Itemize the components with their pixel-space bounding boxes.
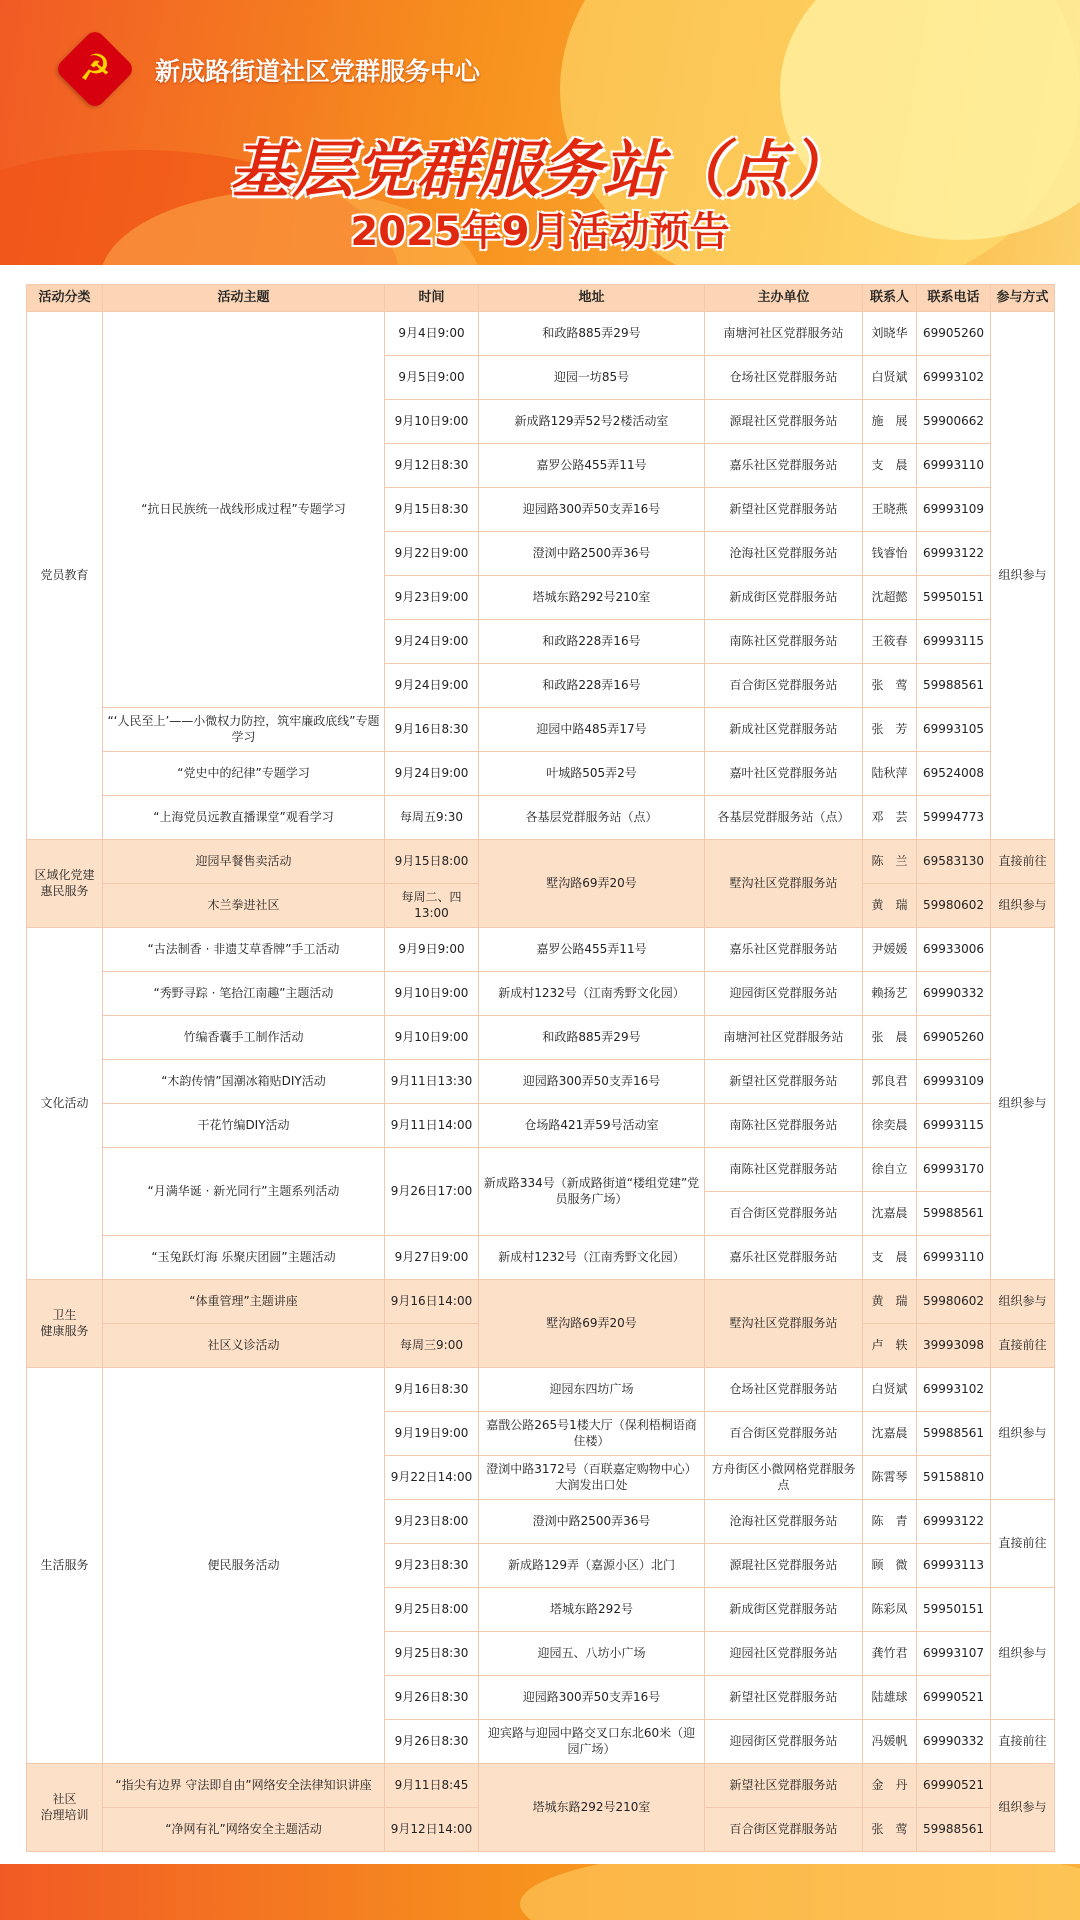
time-cell: 9月27日9:00 [385, 1236, 479, 1280]
table-row [27, 1280, 1055, 1324]
phone-cell: 59900662 [917, 400, 991, 444]
host-cell: 南塘河社区党群服务站 [705, 1016, 863, 1060]
theme-cell: “木韵传情”国潮冰箱贴DIY活动 [103, 1060, 385, 1104]
phone-cell: 59988561 [917, 1192, 991, 1236]
table-row [27, 1016, 1055, 1060]
time-cell: 9月24日9:00 [385, 664, 479, 708]
contact-cell: 王晓燕 [863, 488, 917, 532]
phone-cell: 69993110 [917, 1236, 991, 1280]
activity-schedule-table [26, 284, 1055, 1852]
phone-cell: 59994773 [917, 796, 991, 840]
table-row [27, 1368, 1055, 1412]
contact-cell: 沈嘉晨 [863, 1192, 917, 1236]
time-cell: 9月5日9:00 [385, 356, 479, 400]
time-cell: 9月23日8:30 [385, 1544, 479, 1588]
phone-cell: 69993102 [917, 1368, 991, 1412]
host-cell: 迎园社区党群服务站 [705, 1632, 863, 1676]
contact-cell: 龚竹君 [863, 1632, 917, 1676]
address-cell: 塔城东路292号210室 [479, 576, 705, 620]
phone-cell: 69993170 [917, 1148, 991, 1192]
time-cell: 9月10日9:00 [385, 1016, 479, 1060]
address-cell: 迎园路300弄50支弄16号 [479, 488, 705, 532]
contact-cell: 白贤斌 [863, 356, 917, 400]
table-row [27, 840, 1055, 884]
host-cell: 方舟街区小微网格党群服务点 [705, 1456, 863, 1500]
time-cell: 9月12日8:30 [385, 444, 479, 488]
time-cell: 9月11日14:00 [385, 1104, 479, 1148]
category-cell: 党员教育 [27, 312, 103, 840]
host-cell: 百合街区党群服务站 [705, 664, 863, 708]
address-cell: 澄浏中路2500弄36号 [479, 532, 705, 576]
table-row [27, 312, 1055, 356]
column-header: 主办单位 [705, 285, 863, 312]
time-cell: 9月25日8:00 [385, 1588, 479, 1632]
column-header: 活动主题 [103, 285, 385, 312]
mode-cell: 直接前往 [991, 1720, 1055, 1764]
column-header: 地址 [479, 285, 705, 312]
contact-cell: 陈 兰 [863, 840, 917, 884]
host-cell: 嘉乐社区党群服务站 [705, 1236, 863, 1280]
theme-cell: “上海党员远教直播课堂”观看学习 [103, 796, 385, 840]
category-cell: 社区 治理培训 [27, 1764, 103, 1852]
phone-cell: 69993107 [917, 1632, 991, 1676]
time-cell: 9月15日8:00 [385, 840, 479, 884]
phone-cell: 39993098 [917, 1324, 991, 1368]
mode-cell: 组织参与 [991, 884, 1055, 928]
address-cell: 迎园东四坊广场 [479, 1368, 705, 1412]
phone-cell: 69993122 [917, 532, 991, 576]
contact-cell: 陈彩凤 [863, 1588, 917, 1632]
phone-cell: 59988561 [917, 1808, 991, 1852]
address-cell: 澄浏中路3172号（百联嘉定购物中心）大润发出口处 [479, 1456, 705, 1500]
contact-cell: 卢 轶 [863, 1324, 917, 1368]
theme-cell: “‘人民至上’——小微权力防控，筑牢廉政底线”专题学习 [103, 708, 385, 752]
column-header: 时间 [385, 285, 479, 312]
time-cell: 9月16日8:30 [385, 1368, 479, 1412]
header-banner [0, 0, 1080, 265]
table-row [27, 1060, 1055, 1104]
phone-cell: 69905260 [917, 312, 991, 356]
table-row [27, 928, 1055, 972]
theme-cell: “党史中的纪律”专题学习 [103, 752, 385, 796]
host-cell: 迎园街区党群服务站 [705, 972, 863, 1016]
address-cell: 和政路228弄16号 [479, 620, 705, 664]
phone-cell: 69990332 [917, 1720, 991, 1764]
host-cell: 新望社区党群服务站 [705, 488, 863, 532]
phone-cell: 69990332 [917, 972, 991, 1016]
contact-cell: 王筱春 [863, 620, 917, 664]
address-cell: 各基层党群服务站（点） [479, 796, 705, 840]
address-cell: 仓场路421弄59号活动室 [479, 1104, 705, 1148]
mode-cell: 组织参与 [991, 1588, 1055, 1720]
host-cell: 仓场社区党群服务站 [705, 1368, 863, 1412]
contact-cell: 邓 芸 [863, 796, 917, 840]
footer-banner [0, 1864, 1080, 1920]
phone-cell: 69905260 [917, 1016, 991, 1060]
address-cell: 迎园路300弄50支弄16号 [479, 1676, 705, 1720]
host-cell: 南塘河社区党群服务站 [705, 312, 863, 356]
column-header: 活动分类 [27, 285, 103, 312]
table-row [27, 1236, 1055, 1280]
phone-cell: 69583130 [917, 840, 991, 884]
phone-cell: 69524008 [917, 752, 991, 796]
address-cell: 新成路129弄52号2楼活动室 [479, 400, 705, 444]
phone-cell: 59980602 [917, 884, 991, 928]
contact-cell: 刘晓华 [863, 312, 917, 356]
phone-cell: 69990521 [917, 1764, 991, 1808]
time-cell: 9月15日8:30 [385, 488, 479, 532]
time-cell: 9月12日14:00 [385, 1808, 479, 1852]
host-cell: 南陈社区党群服务站 [705, 1148, 863, 1192]
phone-cell: 59950151 [917, 1588, 991, 1632]
host-cell: 嘉叶社区党群服务站 [705, 752, 863, 796]
time-cell: 9月24日9:00 [385, 620, 479, 664]
phone-cell: 69993115 [917, 1104, 991, 1148]
page-title: 基层党群服务站（点） [229, 133, 850, 206]
host-cell: 墅沟社区党群服务站 [705, 840, 863, 928]
phone-cell: 69993102 [917, 356, 991, 400]
host-cell: 各基层党群服务站（点） [705, 796, 863, 840]
page-subtitle: 2025年9月活动预告 [350, 209, 730, 255]
party-emblem-icon: ☭ [54, 28, 136, 110]
contact-cell: 钱睿怡 [863, 532, 917, 576]
phone-cell: 69990521 [917, 1676, 991, 1720]
host-cell: 南陈社区党群服务站 [705, 1104, 863, 1148]
time-cell: 9月23日9:00 [385, 576, 479, 620]
contact-cell: 黄 瑞 [863, 884, 917, 928]
theme-cell: 木兰拳进社区 [103, 884, 385, 928]
host-cell: 嘉乐社区党群服务站 [705, 928, 863, 972]
mode-cell: 组织参与 [991, 312, 1055, 840]
host-cell: 新成街区党群服务站 [705, 1588, 863, 1632]
contact-cell: 金 丹 [863, 1764, 917, 1808]
host-cell: 仓场社区党群服务站 [705, 356, 863, 400]
contact-cell: 支 晨 [863, 1236, 917, 1280]
category-cell: 区域化党建 惠民服务 [27, 840, 103, 928]
host-cell: 南陈社区党群服务站 [705, 620, 863, 664]
address-cell: 叶城路505弄2号 [479, 752, 705, 796]
contact-cell: 赖扬艺 [863, 972, 917, 1016]
contact-cell: 顾 微 [863, 1544, 917, 1588]
phone-cell: 69993109 [917, 488, 991, 532]
contact-cell: 陈 青 [863, 1500, 917, 1544]
mode-cell: 组织参与 [991, 1368, 1055, 1500]
address-cell: 塔城东路292号 [479, 1588, 705, 1632]
contact-cell: 尹媛媛 [863, 928, 917, 972]
time-cell: 每周五9:30 [385, 796, 479, 840]
table-row [27, 972, 1055, 1016]
mode-cell: 组织参与 [991, 928, 1055, 1280]
address-cell: 和政路885弄29号 [479, 312, 705, 356]
phone-cell: 69993122 [917, 1500, 991, 1544]
time-cell: 9月22日9:00 [385, 532, 479, 576]
time-cell: 每周三9:00 [385, 1324, 479, 1368]
contact-cell: 沈嘉晨 [863, 1412, 917, 1456]
time-cell: 9月24日9:00 [385, 752, 479, 796]
address-cell: 和政路228弄16号 [479, 664, 705, 708]
address-cell: 澄浏中路2500弄36号 [479, 1500, 705, 1544]
phone-cell: 59950151 [917, 576, 991, 620]
table-row [27, 752, 1055, 796]
mode-cell: 直接前往 [991, 1324, 1055, 1368]
theme-cell: 便民服务活动 [103, 1368, 385, 1764]
host-cell: 百合街区党群服务站 [705, 1808, 863, 1852]
theme-cell: “玉兔跃灯海 乐聚庆团圆”主题活动 [103, 1236, 385, 1280]
time-cell: 9月26日17:00 [385, 1148, 479, 1236]
theme-cell: “抗日民族统一战线形成过程”专题学习 [103, 312, 385, 708]
host-cell: 新成街区党群服务站 [705, 576, 863, 620]
phone-cell: 59988561 [917, 664, 991, 708]
theme-cell: “古法制香 · 非遗艾草香牌”手工活动 [103, 928, 385, 972]
address-cell: 新成村1232号（江南秀野文化园） [479, 1236, 705, 1280]
contact-cell: 冯媛帆 [863, 1720, 917, 1764]
theme-cell: 干花竹编DIY活动 [103, 1104, 385, 1148]
category-cell: 卫生 健康服务 [27, 1280, 103, 1368]
time-cell: 9月16日8:30 [385, 708, 479, 752]
host-cell: 迎园街区党群服务站 [705, 1720, 863, 1764]
phone-cell: 69993113 [917, 1544, 991, 1588]
column-header: 联系人 [863, 285, 917, 312]
address-cell: 新成路129弄（嘉源小区）北门 [479, 1544, 705, 1588]
mode-cell: 直接前往 [991, 840, 1055, 884]
theme-cell: 竹编香囊手工制作活动 [103, 1016, 385, 1060]
address-cell: 嘉罗公路455弄11号 [479, 928, 705, 972]
address-cell: 墅沟路69弄20号 [479, 840, 705, 928]
phone-cell: 69993109 [917, 1060, 991, 1104]
address-cell: 迎园五、八坊小广场 [479, 1632, 705, 1676]
host-cell: 百合街区党群服务站 [705, 1412, 863, 1456]
phone-cell: 59980602 [917, 1280, 991, 1324]
address-cell: 迎园路300弄50支弄16号 [479, 1060, 705, 1104]
mode-cell: 组织参与 [991, 1280, 1055, 1324]
time-cell: 每周二、四13:00 [385, 884, 479, 928]
phone-cell: 69993110 [917, 444, 991, 488]
time-cell: 9月26日8:30 [385, 1676, 479, 1720]
time-cell: 9月11日8:45 [385, 1764, 479, 1808]
table-row [27, 708, 1055, 752]
time-cell: 9月16日14:00 [385, 1280, 479, 1324]
contact-cell: 支 晨 [863, 444, 917, 488]
address-cell: 迎园中路485弄17号 [479, 708, 705, 752]
table-row [27, 1104, 1055, 1148]
address-cell: 迎园一坊85号 [479, 356, 705, 400]
contact-cell: 施 展 [863, 400, 917, 444]
category-cell: 文化活动 [27, 928, 103, 1280]
contact-cell: 陆雄球 [863, 1676, 917, 1720]
phone-cell: 69993115 [917, 620, 991, 664]
table-row [27, 1764, 1055, 1808]
host-cell: 百合街区党群服务站 [705, 1192, 863, 1236]
contact-cell: 张 莺 [863, 664, 917, 708]
host-cell: 墅沟社区党群服务站 [705, 1280, 863, 1368]
theme-cell: “体重管理”主题讲座 [103, 1280, 385, 1324]
time-cell: 9月23日8:00 [385, 1500, 479, 1544]
contact-cell: 陆秋萍 [863, 752, 917, 796]
contact-cell: 张 晨 [863, 1016, 917, 1060]
theme-cell: 社区义诊活动 [103, 1324, 385, 1368]
time-cell: 9月9日9:00 [385, 928, 479, 972]
theme-cell: “指尖有边界 守法即自由”网络安全法律知识讲座 [103, 1764, 385, 1808]
address-cell: 墅沟路69弄20号 [479, 1280, 705, 1368]
time-cell: 9月25日8:30 [385, 1632, 479, 1676]
contact-cell: 张 莺 [863, 1808, 917, 1852]
table-row [27, 1148, 1055, 1192]
host-cell: 源琨社区党群服务站 [705, 400, 863, 444]
time-cell: 9月10日9:00 [385, 400, 479, 444]
phone-cell: 69993105 [917, 708, 991, 752]
table-header-row [27, 285, 1055, 312]
phone-cell: 59158810 [917, 1456, 991, 1500]
host-cell: 新成社区党群服务站 [705, 708, 863, 752]
contact-cell: 黄 瑞 [863, 1280, 917, 1324]
mode-cell: 组织参与 [991, 1764, 1055, 1852]
address-cell: 新成路334号（新成路街道“楼组党建”党员服务广场） [479, 1148, 705, 1236]
contact-cell: 徐奕晨 [863, 1104, 917, 1148]
address-cell: 和政路885弄29号 [479, 1016, 705, 1060]
theme-cell: “月满华诞 · 新光同行”主题系列活动 [103, 1148, 385, 1236]
contact-cell: 郭良君 [863, 1060, 917, 1104]
host-cell: 沧海社区党群服务站 [705, 1500, 863, 1544]
column-header: 联系电话 [917, 285, 991, 312]
host-cell: 源琨社区党群服务站 [705, 1544, 863, 1588]
contact-cell: 陈霄琴 [863, 1456, 917, 1500]
host-cell: 新望社区党群服务站 [705, 1764, 863, 1808]
contact-cell: 沈超懿 [863, 576, 917, 620]
time-cell: 9月19日9:00 [385, 1412, 479, 1456]
theme-cell: 迎园早餐售卖活动 [103, 840, 385, 884]
time-cell: 9月26日8:30 [385, 1720, 479, 1764]
theme-cell: “净网有礼”网络安全主题活动 [103, 1808, 385, 1852]
contact-cell: 白贤斌 [863, 1368, 917, 1412]
time-cell: 9月4日9:00 [385, 312, 479, 356]
host-cell: 新望社区党群服务站 [705, 1060, 863, 1104]
category-cell: 生活服务 [27, 1368, 103, 1764]
mode-cell: 直接前往 [991, 1500, 1055, 1588]
phone-cell: 69933006 [917, 928, 991, 972]
column-header: 参与方式 [991, 285, 1055, 312]
table-row [27, 796, 1055, 840]
host-cell: 新望社区党群服务站 [705, 1676, 863, 1720]
center-name: 新成路街道社区党群服务中心 [155, 57, 481, 86]
address-cell: 新成村1232号（江南秀野文化园） [479, 972, 705, 1016]
address-cell: 迎宾路与迎园中路交叉口东北60米（迎园广场） [479, 1720, 705, 1764]
time-cell: 9月22日14:00 [385, 1456, 479, 1500]
phone-cell: 59988561 [917, 1412, 991, 1456]
address-cell: 塔城东路292号210室 [479, 1764, 705, 1852]
contact-cell: 徐自立 [863, 1148, 917, 1192]
contact-cell: 张 芳 [863, 708, 917, 752]
theme-cell: “秀野寻踪 · 笔拾江南趣”主题活动 [103, 972, 385, 1016]
decor-wave [520, 1864, 1080, 1920]
address-cell: 嘉戬公路265号1楼大厅（保利梧桐语商住楼） [479, 1412, 705, 1456]
time-cell: 9月10日9:00 [385, 972, 479, 1016]
time-cell: 9月11日13:30 [385, 1060, 479, 1104]
host-cell: 沧海社区党群服务站 [705, 532, 863, 576]
address-cell: 嘉罗公路455弄11号 [479, 444, 705, 488]
host-cell: 嘉乐社区党群服务站 [705, 444, 863, 488]
